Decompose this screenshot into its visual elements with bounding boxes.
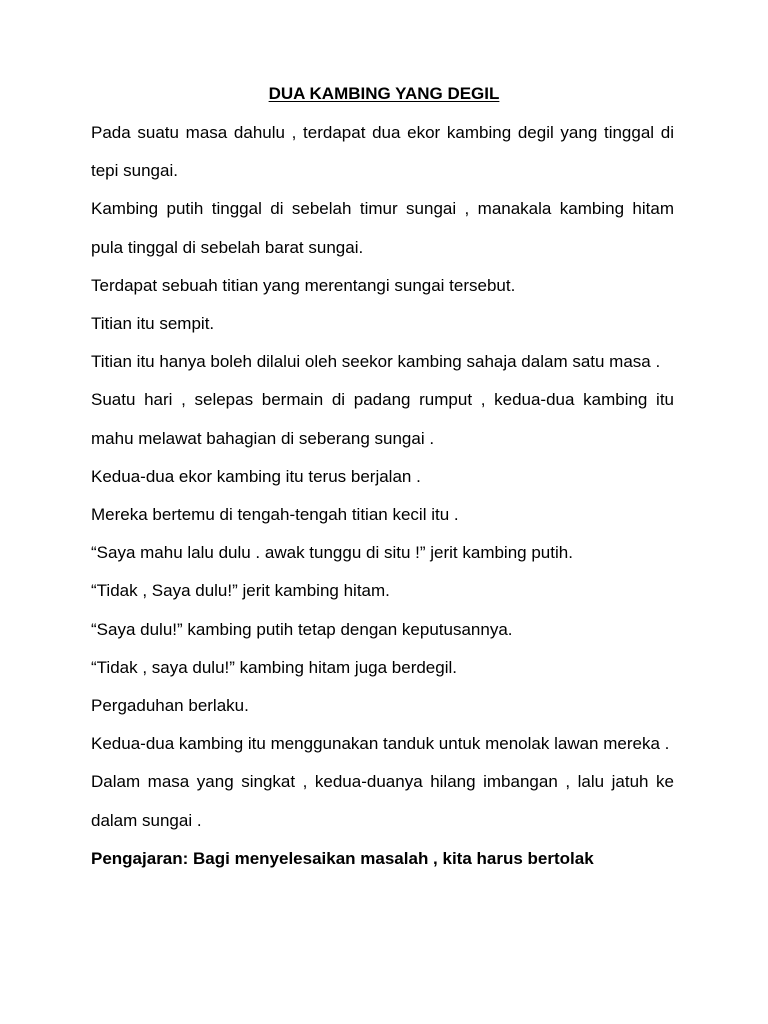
paragraph: “Saya mahu lalu dulu . awak tunggu di situ !” jerit kambing putih. [91, 543, 573, 563]
paragraph: Terdapat sebuah titian yang merentangi sungai tersebut. [91, 275, 516, 295]
document-body [91, 114, 674, 878]
paragraph: “Tidak , Saya dulu!” jerit kambing hitam. [91, 581, 390, 601]
paragraph: “Tidak , saya dulu!” kambing hitam juga berdegil. [91, 657, 457, 677]
paragraph: Pergaduhan berlaku. [91, 696, 249, 716]
paragraph: Kambing putih tinggal di sebelah timur sungai , manakala kambing hitam pula tinggal di sebelah barat sungai. [91, 199, 674, 257]
paragraph: Dalam masa yang singkat , kedua-duanya hilang imbangan , lalu jatuh ke dalam sungai . [91, 772, 674, 830]
paragraph: “Saya dulu!” kambing putih tetap dengan keputusannya. [91, 619, 513, 639]
paragraph: Kedua-dua kambing itu menggunakan tanduk untuk menolak lawan mereka . [91, 734, 670, 754]
paragraph: Mereka bertemu di tengah-tengah titian kecil itu . [91, 505, 459, 525]
moral-paragraph: Pengajaran: Bagi menyelesaikan masalah , kita harus bertolak [91, 848, 594, 868]
paragraph: Suatu hari , selepas bermain di padang rumput , kedua-dua kambing itu mahu melawat bahagian di seberang sungai . [91, 390, 674, 448]
paragraph: Pada suatu masa dahulu , terdapat dua ekor kambing degil yang tinggal di tepi sungai. [91, 123, 674, 181]
paragraph: Titian itu sempit. [91, 314, 215, 334]
paragraph: Titian itu hanya boleh dilalui oleh seekor kambing sahaja dalam satu masa . [91, 352, 661, 372]
paragraph: Kedua-dua ekor kambing itu terus berjalan . [91, 466, 421, 486]
document-title: DUA KAMBING YANG DEGIL [268, 84, 500, 103]
